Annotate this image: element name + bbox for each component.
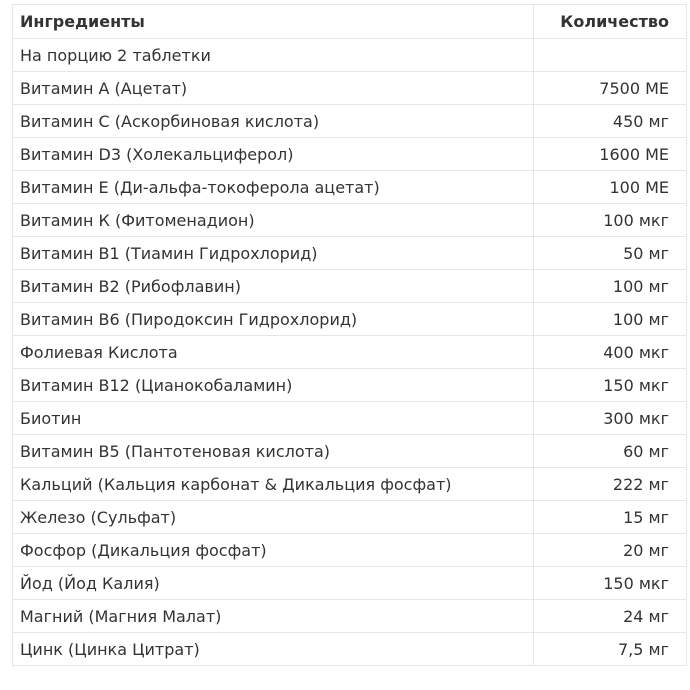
ingredient-column-header: Ингредиенты	[13, 5, 534, 39]
ingredient-name: Витамин Е (Ди-альфа-токоферола ацетат)	[13, 171, 534, 204]
ingredient-amount: 150 мкг	[534, 369, 687, 402]
ingredient-amount: 100 МЕ	[534, 171, 687, 204]
ingredient-name: Магний (Магния Малат)	[13, 600, 534, 633]
ingredient-amount: 222 мг	[534, 468, 687, 501]
ingredient-name: Витамин В2 (Рибофлавин)	[13, 270, 534, 303]
table-row	[13, 72, 687, 105]
table-row	[13, 105, 687, 138]
ingredient-amount: 15 мг	[534, 501, 687, 534]
ingredient-amount: 400 мкг	[534, 336, 687, 369]
ingredient-amount: 450 мг	[534, 105, 687, 138]
ingredient-amount: 24 мг	[534, 600, 687, 633]
ingredients-table	[12, 4, 687, 666]
ingredient-amount: 1600 МЕ	[534, 138, 687, 171]
serving-size: На порцию 2 таблетки	[13, 39, 534, 72]
ingredient-name: Биотин	[13, 402, 534, 435]
ingredient-amount: 20 мг	[534, 534, 687, 567]
table-row	[13, 402, 687, 435]
table-header-row	[13, 5, 687, 39]
table-row	[13, 633, 687, 666]
table-row	[13, 237, 687, 270]
ingredient-amount: 100 мг	[534, 303, 687, 336]
table-row	[13, 270, 687, 303]
ingredient-name: Фолиевая Кислота	[13, 336, 534, 369]
table-row	[13, 138, 687, 171]
ingredient-name: Йод (Йод Калия)	[13, 567, 534, 600]
table-row	[13, 369, 687, 402]
table-row	[13, 600, 687, 633]
ingredient-name: Витамин К (Фитоменадион)	[13, 204, 534, 237]
table-row	[13, 567, 687, 600]
ingredient-amount: 7500 МЕ	[534, 72, 687, 105]
table-row	[13, 468, 687, 501]
table-row	[13, 534, 687, 567]
serving-empty-cell	[534, 39, 687, 72]
ingredient-name: Витамин В6 (Пиродоксин Гидрохлорид)	[13, 303, 534, 336]
ingredient-name: Железо (Сульфат)	[13, 501, 534, 534]
ingredients-table-wrapper	[12, 4, 687, 666]
table-row	[13, 336, 687, 369]
ingredient-name: Цинк (Цинка Цитрат)	[13, 633, 534, 666]
ingredient-name: Витамин В12 (Цианокобаламин)	[13, 369, 534, 402]
table-row	[13, 435, 687, 468]
ingredient-amount: 7,5 мг	[534, 633, 687, 666]
quantity-column-header: Количество	[534, 5, 687, 39]
ingredient-name: Витамин D3 (Холекальциферол)	[13, 138, 534, 171]
ingredient-amount: 60 мг	[534, 435, 687, 468]
table-body	[13, 39, 687, 666]
serving-row	[13, 39, 687, 72]
ingredient-name: Витамин В5 (Пантотеновая кислота)	[13, 435, 534, 468]
ingredient-amount: 150 мкг	[534, 567, 687, 600]
ingredient-amount: 50 мг	[534, 237, 687, 270]
table-row	[13, 204, 687, 237]
ingredient-amount: 100 мкг	[534, 204, 687, 237]
ingredient-amount: 100 мг	[534, 270, 687, 303]
ingredient-name: Фосфор (Дикальция фосфат)	[13, 534, 534, 567]
table-row	[13, 303, 687, 336]
table-row	[13, 501, 687, 534]
ingredient-name: Витамин С (Аскорбиновая кислота)	[13, 105, 534, 138]
ingredient-name: Кальций (Кальция карбонат & Дикальция фосфат)	[13, 468, 534, 501]
ingredient-amount: 300 мкг	[534, 402, 687, 435]
ingredient-name: Витамин В1 (Тиамин Гидрохлорид)	[13, 237, 534, 270]
table-row	[13, 171, 687, 204]
ingredient-name: Витамин А (Ацетат)	[13, 72, 534, 105]
